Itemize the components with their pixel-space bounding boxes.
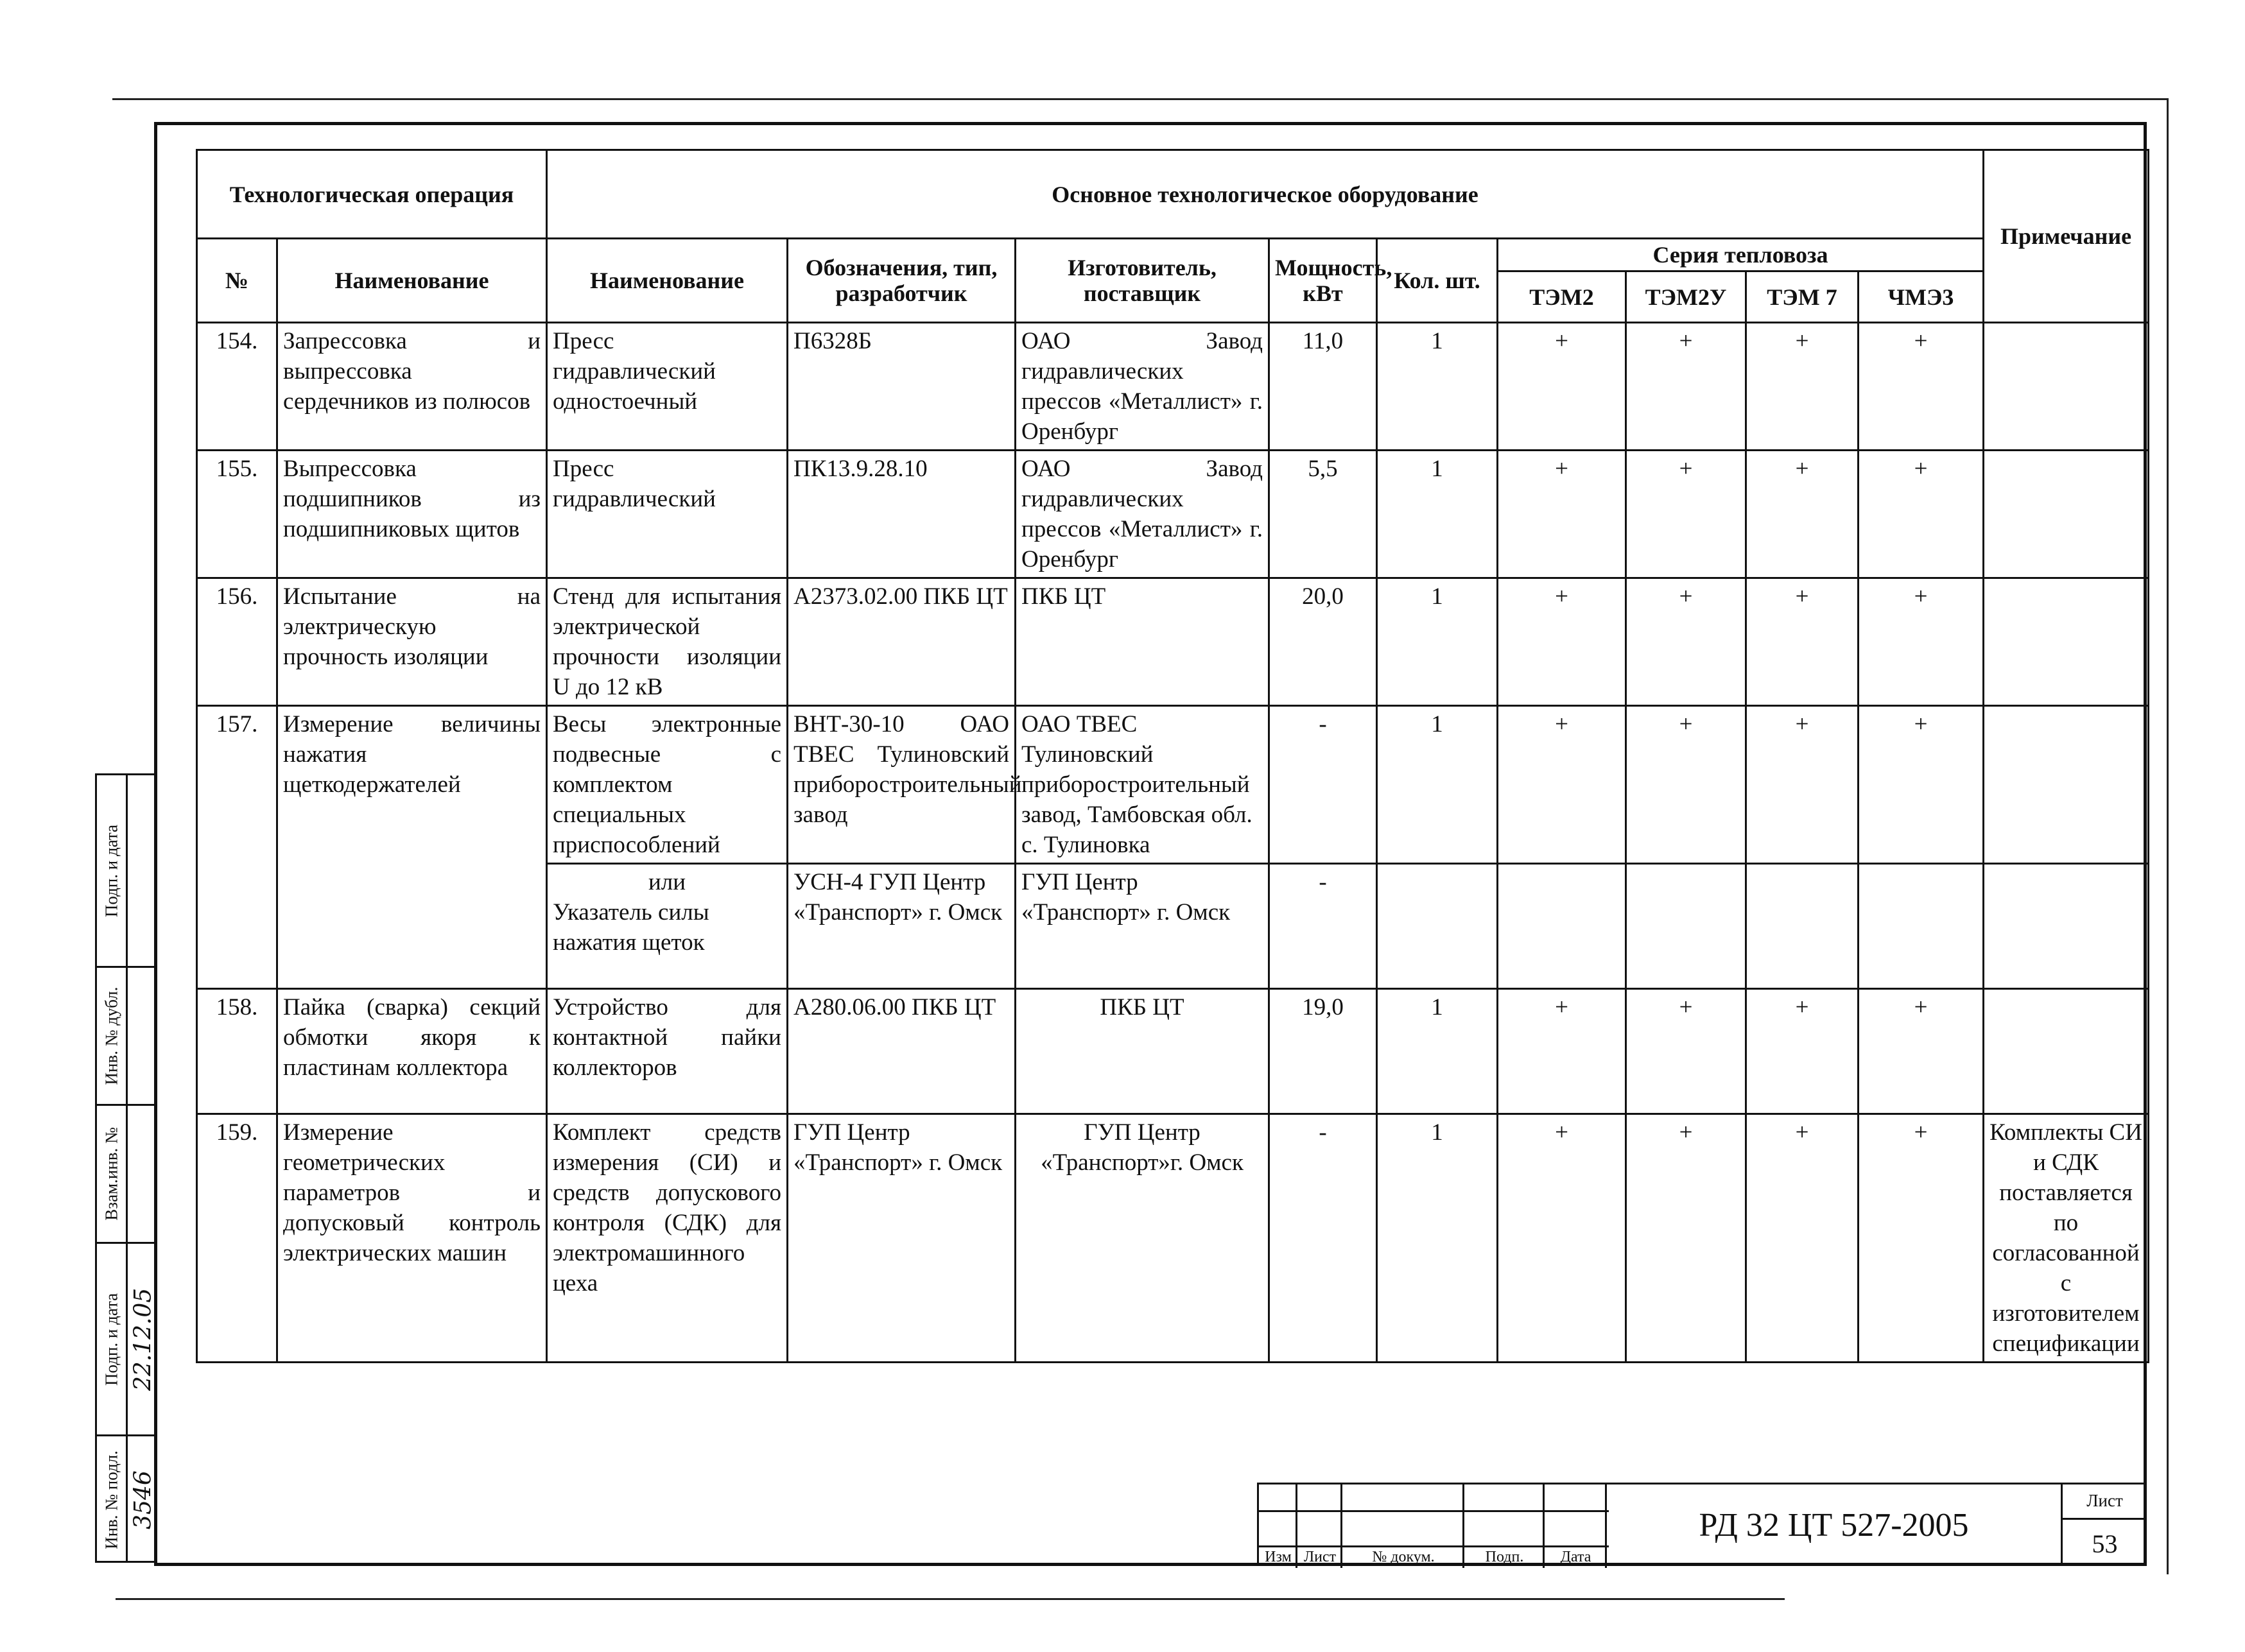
row-operation: Испытание на электрическую прочность изоляции (277, 578, 547, 706)
side-stamp (95, 773, 156, 1563)
row-power: 19,0 (1269, 989, 1377, 1114)
row-power: - (1269, 864, 1377, 989)
row-manufacturer: ГУП Центр «Транспорт»г. Омск (1016, 1114, 1269, 1363)
header-designation: Обозначения, тип, разработчик (788, 239, 1016, 323)
row-note (1984, 323, 2149, 451)
label-docnum: № докум. (1372, 1549, 1435, 1565)
row-power: - (1269, 1114, 1377, 1363)
row-series-2: + (1626, 1114, 1746, 1363)
row-manufacturer: ПКБ ЦТ (1016, 989, 1269, 1114)
row-designation: А280.06.00 ПКБ ЦТ (788, 989, 1016, 1114)
header-qty: Кол. шт. (1377, 239, 1498, 323)
header-row-2 (197, 239, 2149, 271)
table-row (197, 451, 2149, 578)
row-designation: ВНТ-30-10 ОАО ТВЕС Тулиновский приборостроительный завод (788, 706, 1016, 864)
row-series-4: + (1859, 578, 1984, 706)
row-series-2: + (1626, 451, 1746, 578)
row-operation: Запрессовка и выпрессовка сердечников из полюсов (277, 323, 547, 451)
row-equipment: Пресс гидравлический одностоечный (547, 323, 788, 451)
row-no: 155. (197, 451, 277, 578)
row-operation: Измерение геометрических параметров и допусковый контроль электрических машин (277, 1114, 547, 1363)
row-equipment: Устройство для контактной пайки коллекторов (547, 989, 788, 1114)
handwritten-date: 22.12.05 (130, 1287, 157, 1391)
header-no: № (197, 239, 277, 323)
row-series-4 (1859, 864, 1984, 989)
row-no: 158. (197, 989, 277, 1114)
row-series-3: + (1746, 706, 1859, 864)
row-series-4: + (1859, 1114, 1984, 1363)
row-series-4: + (1859, 451, 1984, 578)
row-operation: Выпрессовка подшипников из подшипниковых щитов (277, 451, 547, 578)
row-qty: 1 (1377, 1114, 1498, 1363)
row-manufacturer: ГУП Центр «Транспорт» г. Омск (1016, 864, 1269, 989)
side-cell-sign-date-1 (97, 775, 154, 968)
header-series-3: ТЭМ 7 (1746, 271, 1859, 323)
row-designation: А2373.02.00 ПКБ ЦТ (788, 578, 1016, 706)
side-label: Взам.инв. № (101, 1127, 121, 1221)
row-qty: 1 (1377, 706, 1498, 864)
row-note (1984, 706, 2149, 864)
row-designation: ПК13.9.28.10 (788, 451, 1016, 578)
row-qty: 1 (1377, 451, 1498, 578)
sheet-box (2063, 1483, 2147, 1566)
row-series-1: + (1498, 989, 1626, 1114)
row-series-2 (1626, 864, 1746, 989)
row-series-3: + (1746, 989, 1859, 1114)
row-equipment: Комплект средств измерения (СИ) и средств допускового контроля (СДК) для электромашинного цеха (547, 1114, 788, 1363)
row-manufacturer: ОАО ТВЕС Тулиновский приборостроительный завод, Тамбовская обл. с. Тулиновка (1016, 706, 1269, 864)
header-op-name: Наименование (277, 239, 547, 323)
side-label: Инв. № дубл. (101, 986, 121, 1085)
row-series-4: + (1859, 706, 1984, 864)
revision-grid (1257, 1483, 1607, 1566)
row-qty: 1 (1377, 323, 1498, 451)
equipment-table (196, 149, 2149, 1363)
row-designation: П6328Б (788, 323, 1016, 451)
row-series-1: + (1498, 1114, 1626, 1363)
header-series-1: ТЭМ2 (1498, 271, 1626, 323)
header-equipment-group: Основное технологическое оборудование (547, 150, 1984, 239)
row-equipment: Стенд для испытания электрической прочности изоляции U до 12 кВ (547, 578, 788, 706)
row-no: 154. (197, 323, 277, 451)
row-note (1984, 989, 2149, 1114)
row-series-2: + (1626, 578, 1746, 706)
side-cell-dup-inv (97, 968, 154, 1106)
title-block (1257, 1483, 2147, 1566)
alt-or-label: или (648, 869, 686, 895)
header-series-4: ЧМЭ3 (1859, 271, 1984, 323)
row-equipment: Весы электронные подвесные с комплектом специальных приспособлений (547, 706, 788, 864)
row-series-1: + (1498, 451, 1626, 578)
row-series-2: + (1626, 989, 1746, 1114)
handwritten-inv-number: 3546 (130, 1470, 157, 1529)
label-list: Лист (1303, 1549, 1337, 1565)
side-label: Подп. и дата (101, 1293, 121, 1386)
row-no: 156. (197, 578, 277, 706)
side-cell-orig-inv (97, 1436, 157, 1563)
row-series-2: + (1626, 706, 1746, 864)
header-note: Примечание (1984, 150, 2149, 323)
label-izm: Изм (1265, 1549, 1292, 1565)
row-designation: УСН-4 ГУП Центр «Транспорт» г. Омск (788, 864, 1016, 989)
table-row (197, 578, 2149, 706)
row-qty: 1 (1377, 989, 1498, 1114)
row-series-2: + (1626, 323, 1746, 451)
row-operation: Измерение величины нажатия щеткодержателей (277, 706, 547, 989)
bottom-rule (116, 1598, 1785, 1600)
row-series-4: + (1859, 989, 1984, 1114)
row-operation: Пайка (сварка) секций обмотки якоря к пластинам коллектора (277, 989, 547, 1114)
row-no: 159. (197, 1114, 277, 1363)
row-note: Комплекты СИ и СДК поставляется по согласованной с изготовителем спецификации (1984, 1114, 2149, 1363)
label-date: Дата (1560, 1549, 1591, 1565)
header-operation-group: Технологическая операция (197, 150, 547, 239)
row-no: 157. (197, 706, 277, 989)
right-rule (2167, 98, 2169, 1574)
row-series-3 (1746, 864, 1859, 989)
row-power: - (1269, 706, 1377, 864)
row-power: 11,0 (1269, 323, 1377, 451)
row-qty (1377, 864, 1498, 989)
row-series-3: + (1746, 1114, 1859, 1363)
header-series-2: ТЭМ2У (1626, 271, 1746, 323)
side-cell-replace-inv (97, 1106, 154, 1244)
row-note (1984, 451, 2149, 578)
row-power: 20,0 (1269, 578, 1377, 706)
sheet-label: Лист (2063, 1484, 2147, 1520)
row-manufacturer: ОАО Завод гидравлических прессов «Металлист» г. Оренбург (1016, 323, 1269, 451)
alt-equipment: Указатель силы нажатия щеток (553, 899, 709, 956)
row-manufacturer: ОАО Завод гидравлических прессов «Металлист» г. Оренбург (1016, 451, 1269, 578)
table-row (197, 989, 2149, 1114)
side-label: Подп. и дата (101, 824, 121, 917)
label-sign: Подп. (1485, 1549, 1524, 1565)
top-rule (112, 98, 2167, 100)
side-label: Инв. № подл. (101, 1450, 121, 1549)
header-power: Мощность, кВт (1269, 239, 1377, 323)
header-manufacturer: Изготовитель, поставщик (1016, 239, 1269, 323)
row-equipment: Пресс гидравлический (547, 451, 788, 578)
row-note (1984, 578, 2149, 706)
row-equipment-alt (547, 864, 788, 989)
row-manufacturer: ПКБ ЦТ (1016, 578, 1269, 706)
table-row (197, 1114, 2149, 1363)
row-power: 5,5 (1269, 451, 1377, 578)
row-series-1: + (1498, 323, 1626, 451)
side-cell-sign-date-2 (97, 1244, 157, 1436)
row-series-1: + (1498, 578, 1626, 706)
row-designation: ГУП Центр «Транспорт» г. Омск (788, 1114, 1016, 1363)
row-series-3: + (1746, 578, 1859, 706)
header-series: Серия тепловоза (1498, 239, 1984, 271)
table-row (197, 323, 2149, 451)
document-code: РД 32 ЦТ 527-2005 (1607, 1483, 2063, 1566)
row-series-3: + (1746, 451, 1859, 578)
row-series-4: + (1859, 323, 1984, 451)
row-series-3: + (1746, 323, 1859, 451)
row-note (1984, 864, 2149, 989)
row-series-1: + (1498, 706, 1626, 864)
table-row (197, 706, 2149, 864)
header-row-1 (197, 150, 2149, 239)
row-series-1 (1498, 864, 1626, 989)
row-qty: 1 (1377, 578, 1498, 706)
header-eq-name: Наименование (547, 239, 788, 323)
sheet-number: 53 (2092, 1529, 2118, 1558)
